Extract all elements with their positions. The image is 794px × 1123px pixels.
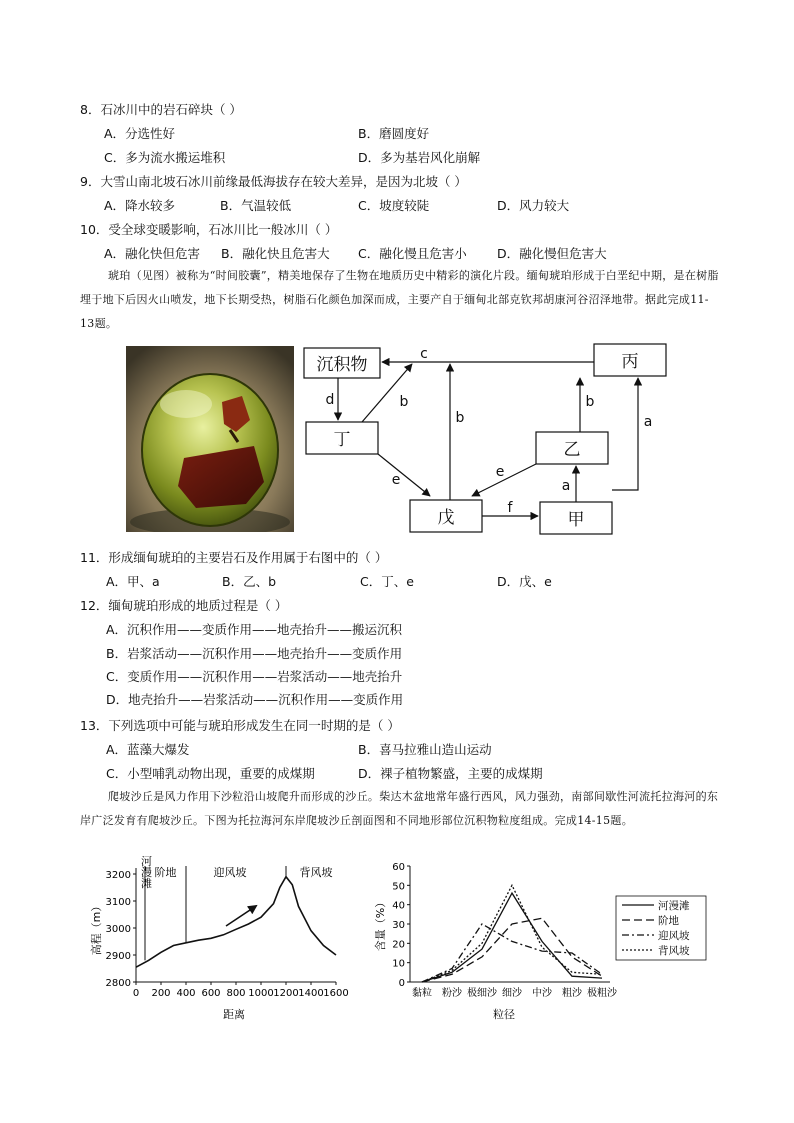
dune-profile-y-tick-label: 3200 [105,870,131,881]
grain-size-category-label: 粉沙 [442,988,462,999]
q8-option-d: D．多为基岩风化崩解 [358,150,481,165]
q9-option-d: D．风力较大 [497,198,570,213]
grain-size-y-tick-label: 30 [392,920,405,931]
dune-profile-chart [84,856,360,1022]
q8-option-b: B．磨圆度好 [358,126,430,141]
label-a1: a [561,478,571,494]
label-b1: b [399,394,409,410]
grain-size-series-line [422,893,602,982]
grain-size-y-tick-label: 60 [392,862,405,873]
q10-option-b: B．融化快且危害大 [221,246,330,261]
dune-profile-y-tick-label: 2800 [105,978,131,989]
q13-option-d: D．裸子植物繁盛，主要的成煤期 [358,766,543,781]
label-e1: e [391,472,401,488]
q12-option-a: A．沉积作用——变质作用——地壳抬升——搬运沉积 [106,622,403,637]
q9-option-b: B．气温较低 [220,198,292,213]
q11-option-c: C．丁、e [360,574,414,589]
region-label-floodplain: 河漫滩 [139,856,153,889]
dune-profile-y-tick-label: 3000 [105,924,131,935]
dune-paragraph [80,785,720,833]
q10-option-a: A．融化快但危害 [104,246,201,261]
region-label-windward: 迎风坡 [213,866,247,879]
grain-size-category-label: 极细沙 [467,988,497,999]
dune-profile-xlabel: 距离 [223,1008,245,1021]
q13-stem: 13．下列选项中可能与琥珀形成发生在同一时期的是（ ） [80,718,400,733]
label-b3: b [585,394,595,410]
grain-size-y-tick-label: 0 [398,978,405,989]
dune-profile-line [136,877,336,968]
amber-paragraph [80,264,720,336]
grain-size-y-tick-label: 50 [392,881,405,893]
rock-cycle-diagram [300,340,672,538]
box-jia-label: 甲 [567,510,585,530]
dune-profile-x-tick-label: 600 [201,988,221,999]
dune-profile-x-tick-label: 800 [226,988,246,999]
q10-stem: 10．受全球变暖影响，石冰川比一般冰川（ ） [80,222,338,237]
dune-profile-ylabel: 高程（m） [90,900,103,956]
q12-option-b: B．岩浆活动——沉积作用——地壳抬升——变质作用 [106,646,403,661]
q9-option-c: C．坡度较陡 [358,198,430,213]
q10-option-c: C．融化慢且危害小 [358,246,467,261]
grain-size-category-label: 中沙 [532,988,552,999]
label-b2: b [455,410,465,426]
q13-option-a: A．蓝藻大爆发 [106,742,190,757]
q13-option-b: B．喜马拉雅山造山运动 [358,742,492,757]
q12-stem: 12．缅甸琥珀形成的地质过程是（ ） [80,598,288,613]
grain-size-chart [370,860,720,1022]
q13-option-c: C．小型哺乳动物出现，重要的成煤期 [106,766,315,781]
grain-size-y-tick-label: 20 [392,939,405,951]
amber-photo [126,346,294,532]
q8-option-a: A．分选性好 [104,126,176,141]
q11-option-b: B．乙、b [222,574,277,589]
q8-option-c: C．多为流水搬运堆积 [104,150,226,165]
grain-size-category-label: 粗沙 [562,988,582,999]
dune-profile-x-tick-label: 200 [151,988,171,999]
grain-size-category-label: 极粗沙 [587,988,617,999]
label-f: f [507,500,513,516]
q9-stem: 9．大雪山南北坡石冰川前缘最低海拔存在较大差异，是因为北坡（ ） [80,174,467,189]
box-sediment-label: 沉积物 [316,355,368,375]
grain-size-ylabel: 含量（%） [374,896,387,952]
dune-paragraph-text: 爬坡沙丘是风力作用下沙粒沿山坡爬升而形成的沙丘。柴达木盆地常年盛行西风，风力强劲，南部间歇性河流托拉海河的东岸广泛发育有爬坡沙丘。下图为托拉海河东岸爬坡沙丘剖面图和不同地形部位沉积物粒度组成。完成14-15题。 [80,790,719,827]
q10-option-d: D．融化慢但危害大 [497,246,607,261]
box-wu-label: 戊 [437,508,455,528]
dune-profile-x-tick-label: 0 [132,988,140,999]
grain-size-legend-label: 迎风坡 [658,930,690,942]
arrow-e-ding [378,454,430,496]
dune-profile-y-tick-label: 2900 [105,951,131,962]
q11-option-a: A．甲、a [106,574,160,589]
grain-size-legend-label: 河漫滩 [658,900,690,912]
grain-size-category-label: 黏粒 [412,988,432,999]
grain-size-series-line [422,885,602,982]
q9-option-a: A．降水较多 [104,198,176,213]
q8-stem: 8．石冰川中的岩石碎块（ ） [80,102,242,117]
dune-profile-x-tick-label: 1000 [248,988,274,999]
region-label-terrace: 阶地 [154,866,177,879]
grain-size-y-tick-label: 10 [392,958,405,970]
grain-size-y-tick-label: 40 [392,900,405,912]
label-a2: a [643,414,653,430]
amber-paragraph-text: 琥珀（见图）被称为“时间胶囊”，精美地保存了生物在地质历史中精彩的演化片段。缅甸琥珀形成于白垩纪中期，是在树脂埋于地下后因火山喷发，地下长期受热，树脂石化颜色加深而成，主要产自于缅甸北部克钦邦胡康河谷沼泽地带。据此完成11-13题。 [80,269,719,330]
q12-option-d: D．地壳抬升——岩浆活动——沉积作用——变质作用 [106,692,404,707]
grain-size-legend-label: 背风坡 [658,945,690,957]
box-bing-label: 丙 [621,352,639,372]
dune-profile-x-tick-label: 1200 [273,988,299,999]
region-label-leeward: 背风坡 [299,866,333,879]
grain-size-xlabel: 粒径 [493,1008,515,1021]
grain-size-category-label: 细沙 [502,988,522,999]
arrow-a-jia-bing [612,378,638,490]
label-e2: e [495,464,505,480]
box-ding-label: 丁 [333,430,351,450]
grain-size-legend-label: 阶地 [658,915,679,927]
q11-stem: 11．形成缅甸琥珀的主要岩石及作用属于右图中的（ ） [80,550,388,565]
dune-profile-y-tick-label: 3100 [105,897,131,908]
box-yi-label: 乙 [563,440,581,460]
label-d: d [325,392,335,408]
dune-profile-x-tick-label: 1400 [298,988,324,999]
dune-profile-x-tick-label: 1600 [323,988,349,999]
label-c: c [420,346,428,362]
q11-option-d: D．戊、e [497,574,552,589]
q12-option-c: C．变质作用——沉积作用——岩浆活动——地壳抬升 [106,669,403,684]
dune-profile-x-tick-label: 400 [176,988,196,999]
